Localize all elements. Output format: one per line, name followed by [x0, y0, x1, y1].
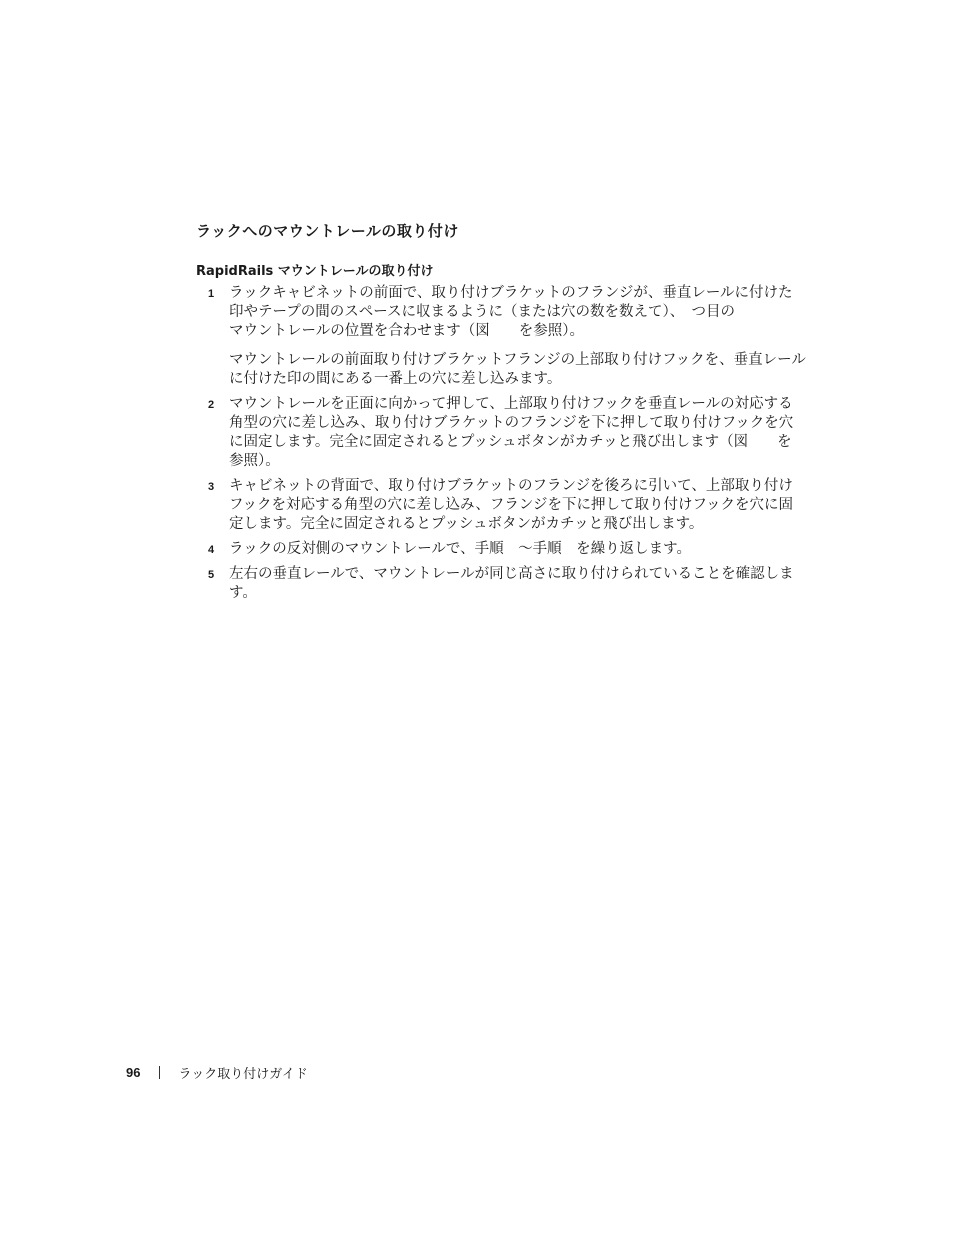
footer-page-number: 96 [126, 1065, 141, 1080]
step-number: 1 [208, 288, 215, 300]
step-text: 左右の垂直レールで、マウントレールが同じ高さに取り付けられていることを確認します。 [229, 566, 794, 601]
step-item [196, 395, 806, 471]
step-text: ラックキャビネットの前面で、取り付けブラケットのフランジが、垂直レールに付けた印やテープの間のスペースに収まるように（または穴の数を数えて）、 つ目の マウントレールの位置を合わせます（図 を参照）。 [229, 285, 823, 339]
step-item [196, 284, 823, 389]
step-text: ラックの反対側のマウントレールで、手順 ～手順 を繰り返します。 [229, 541, 691, 557]
step-number: 4 [208, 544, 215, 556]
step-item [196, 565, 806, 603]
step-text: キャビネットの背面で、取り付けブラケットのフランジを後ろに引いて、上部取り付けフックを対応する角型の穴に差し込み、フランジを下に押して取り付けフックを穴に固定します。完全に固定されるとプッシュボタンがカチッと飛び出します。 [229, 478, 793, 532]
step-number: 3 [208, 481, 215, 493]
footer-divider [159, 1066, 160, 1079]
step-text: マウントレールを正面に向かって押して、上部取り付けフックを垂直レールの対応する角型の穴に差し込み、取り付けブラケットのフランジを下に押して取り付けフックを穴に固定します。完全に固定されるとプッシュボタンがカチッと飛び出します（図 を参照）。 [229, 396, 794, 469]
step-number: 2 [208, 399, 215, 411]
page-footer [126, 1063, 308, 1082]
section-subtitle: RapidRails マウントレールの取り付け [196, 264, 434, 279]
step-note: マウントレールの前面取り付けブラケットフランジの上部取り付けフックを、垂直レールに付けた印の間にある一番上の穴に差し込みます。 [229, 352, 806, 387]
footer-guide-title: ラック取り付けガイド [178, 1067, 308, 1082]
step-item [196, 540, 806, 559]
step-item [196, 477, 806, 534]
page-title: ラックへのマウントレールの取り付け [196, 222, 459, 240]
instruction-steps [196, 284, 823, 609]
step-number: 5 [208, 569, 215, 581]
